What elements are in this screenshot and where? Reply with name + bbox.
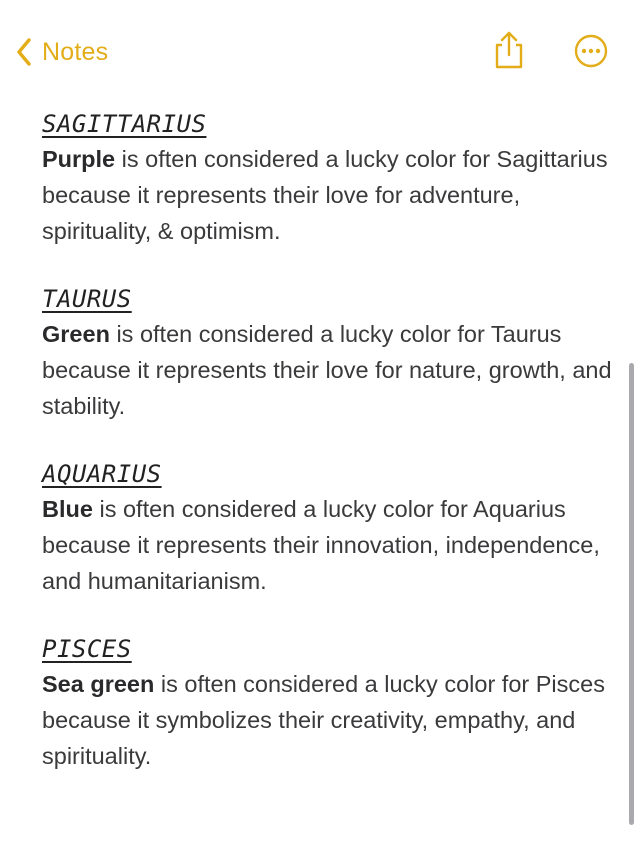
section-text — [42, 141, 612, 249]
section-description: is often considered a lucky color for Sagittarius because it represents their love for adventure, spirituality, & optimism. — [42, 146, 608, 244]
note-body[interactable] — [42, 108, 612, 808]
section-heading: PISCES — [42, 635, 132, 663]
section-text — [42, 491, 612, 599]
section-heading: SAGITTARIUS — [42, 110, 207, 138]
chevron-left-icon — [16, 38, 32, 66]
color-word: Purple — [42, 146, 116, 172]
back-button[interactable] — [16, 32, 108, 72]
note-section-taurus — [42, 283, 612, 424]
section-description: is often considered a lucky color for Aquarius because it represents their innovation, independence, and humanitarianism. — [42, 496, 600, 594]
navigation-bar — [0, 0, 640, 100]
section-text — [42, 316, 612, 424]
note-section-aquarius — [42, 458, 612, 599]
more-button[interactable] — [574, 34, 608, 68]
color-word: Green — [42, 321, 110, 347]
share-icon — [491, 57, 527, 74]
ellipsis-circle-icon — [574, 55, 608, 72]
back-button-label: Notes — [42, 37, 109, 66]
note-section-sagittarius — [42, 108, 612, 249]
scrollbar[interactable] — [629, 363, 634, 825]
section-heading: TAURUS — [42, 285, 132, 313]
share-button[interactable] — [491, 30, 527, 70]
section-text — [42, 666, 612, 774]
color-word: Blue — [42, 496, 93, 522]
note-section-pisces — [42, 633, 612, 774]
section-description: is often considered a lucky color for Pisces because it symbolizes their creativity, empathy, and spirituality. — [42, 671, 605, 769]
section-heading: AQUARIUS — [42, 460, 162, 488]
section-description: is often considered a lucky color for Taurus because it represents their love for nature, growth, and stability. — [42, 321, 612, 419]
color-word: Sea green — [42, 671, 155, 697]
